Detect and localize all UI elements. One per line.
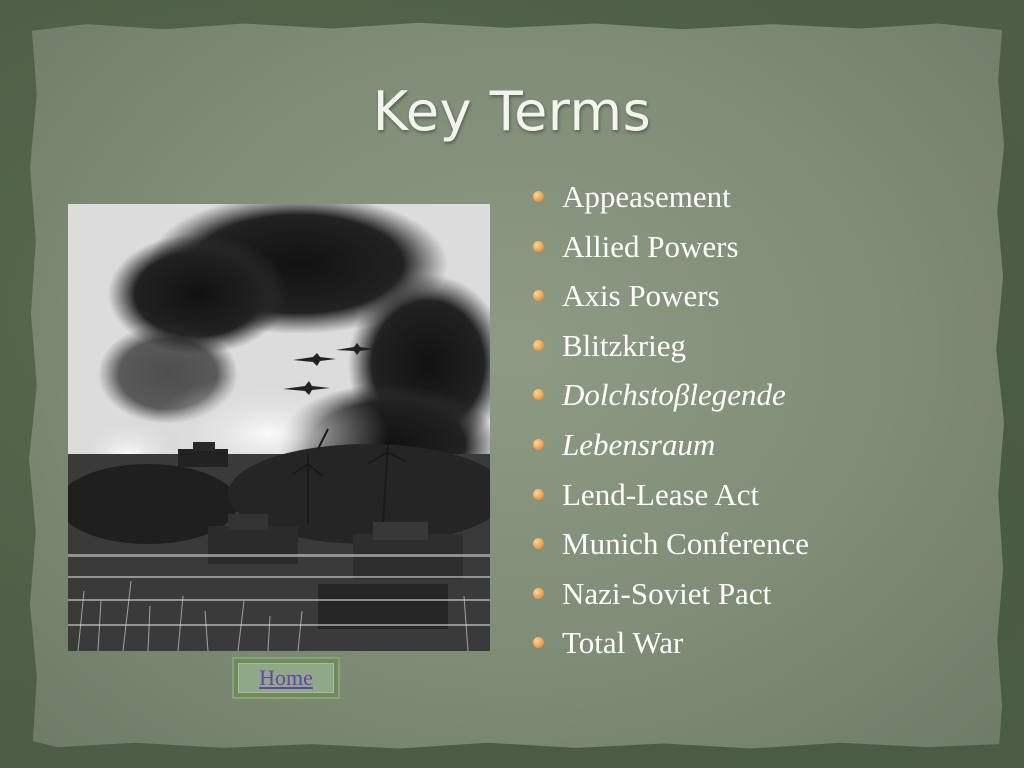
bullet-icon: [533, 290, 544, 301]
term-label: Nazi-Soviet Pact: [562, 575, 772, 611]
list-item: [530, 222, 809, 272]
list-item: [530, 519, 809, 569]
bullet-icon: [533, 439, 544, 450]
home-button[interactable]: [238, 663, 334, 693]
war-photo-image: [68, 204, 490, 651]
term-label: Axis Powers: [562, 278, 720, 314]
bullet-icon: [533, 389, 544, 400]
term-label: Total War: [562, 625, 684, 661]
home-link[interactable]: Home: [259, 665, 313, 690]
term-label: Munich Conference: [562, 526, 810, 562]
home-button-frame: [232, 657, 340, 699]
slide-title: Key Terms: [372, 80, 652, 143]
list-item: [530, 370, 809, 420]
list-item: [530, 271, 809, 321]
bullet-icon: [533, 340, 544, 351]
bullet-icon: [533, 588, 544, 599]
list-item: [530, 321, 809, 371]
bullet-icon: [533, 637, 544, 648]
term-label: Allied Powers: [562, 228, 739, 264]
term-label: Blitzkrieg: [562, 327, 686, 363]
term-label: Dolchstoβlegende: [562, 377, 786, 413]
bullet-icon: [533, 489, 544, 500]
term-label: Lend-Lease Act: [562, 476, 760, 512]
term-label: Appeasement: [562, 179, 731, 214]
bullet-icon: [533, 241, 544, 252]
list-item: [530, 618, 809, 668]
war-photo: [68, 204, 490, 651]
list-item: [530, 420, 809, 470]
term-label: Lebensraum: [562, 426, 716, 462]
list-item: [530, 569, 809, 619]
key-terms-list: [530, 172, 809, 668]
bullet-icon: [533, 191, 544, 202]
list-item: [530, 172, 809, 222]
list-item: [530, 470, 809, 520]
bullet-icon: [533, 538, 544, 549]
